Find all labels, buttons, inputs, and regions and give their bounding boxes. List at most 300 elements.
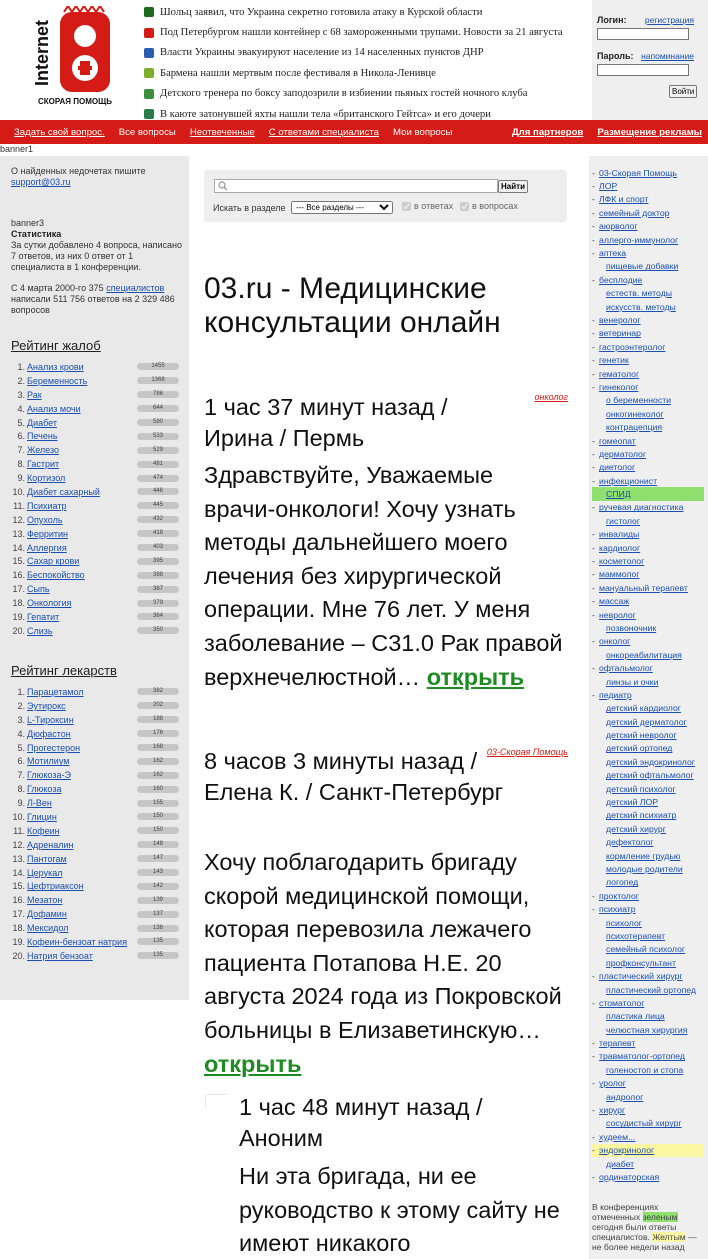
rating-count-badge: 160 bbox=[137, 786, 179, 793]
conference-item bbox=[592, 220, 704, 233]
conference-link[interactable]: гастроэнтеролог bbox=[599, 341, 666, 352]
rating-link[interactable]: Печень bbox=[27, 431, 58, 442]
list-dash: - bbox=[592, 529, 595, 540]
conference-link[interactable]: гинеколог bbox=[599, 381, 639, 392]
list-dash: - bbox=[592, 475, 595, 486]
rating-link[interactable]: Анализ крови bbox=[27, 361, 84, 372]
conference-link[interactable]: психолог bbox=[606, 917, 642, 928]
conference-link[interactable]: невролог bbox=[599, 609, 636, 620]
rating-rank: 4. bbox=[17, 403, 25, 414]
conference-link[interactable]: хирург bbox=[599, 1105, 626, 1116]
conference-link[interactable]: онкогинеколог bbox=[606, 408, 664, 419]
conference-link[interactable]: детский кардиолог bbox=[606, 703, 681, 714]
news-source-icon bbox=[144, 68, 154, 78]
conference-link[interactable]: бесплодие bbox=[599, 274, 643, 285]
rating-rank: 18. bbox=[12, 598, 25, 609]
conference-link[interactable]: онкореабилитация bbox=[606, 649, 682, 660]
rating-row bbox=[11, 457, 179, 471]
rating-rank: 14. bbox=[12, 867, 25, 878]
rating-link[interactable]: Гастрит bbox=[27, 459, 60, 470]
rating-count-badge: 364 bbox=[137, 613, 179, 620]
rating-rank: 4. bbox=[17, 728, 25, 739]
conference-item bbox=[592, 809, 704, 822]
rating-count-badge: 188 bbox=[137, 716, 179, 723]
conference-item bbox=[592, 380, 704, 393]
conference-link[interactable]: пластика лица bbox=[606, 1011, 665, 1022]
nav-advertising[interactable]: Размещение рекламы bbox=[597, 126, 702, 138]
rating-link[interactable]: Онкология bbox=[27, 598, 72, 609]
conference-item bbox=[592, 728, 704, 741]
rating-row bbox=[11, 527, 179, 541]
conference-link[interactable]: детский хирург bbox=[606, 823, 666, 834]
conference-item bbox=[592, 1090, 704, 1103]
rating-count-badge: 379 bbox=[137, 600, 179, 607]
conference-item bbox=[592, 608, 704, 621]
login-input[interactable] bbox=[597, 28, 689, 40]
list-dash: - bbox=[592, 1105, 595, 1116]
q2-category-link[interactable]: 03-Скорая Помощь bbox=[486, 747, 568, 757]
list-dash: - bbox=[592, 1078, 595, 1089]
rating-rank: 12. bbox=[12, 839, 25, 850]
conference-item bbox=[592, 595, 704, 608]
list-dash: - bbox=[592, 1051, 595, 1062]
rating-link[interactable]: Слизь bbox=[27, 625, 53, 636]
rating-rank: 11. bbox=[13, 500, 25, 511]
news-item[interactable] bbox=[144, 84, 584, 104]
conference-link[interactable]: пищевые добавки bbox=[606, 261, 679, 272]
main-nav bbox=[0, 120, 708, 144]
rating-row bbox=[11, 513, 179, 527]
q1-category-link[interactable]: онколог bbox=[534, 392, 568, 402]
rating-rank: 16. bbox=[12, 895, 25, 906]
stats-since-post: написали 511 756 ответов на 2 329 486 вопросов bbox=[11, 294, 175, 315]
nav-all-questions[interactable]: Все вопросы bbox=[118, 126, 176, 138]
news-item[interactable] bbox=[144, 22, 584, 42]
news-headline[interactable]: Шольц заявил, что Украина секретно готовила атаку в Курской области bbox=[160, 6, 483, 18]
list-dash: - bbox=[592, 569, 595, 580]
q1-text-body: Здравствуйте, Уважаемые врачи-онкологи! Хочу узнать методы дальнейшего моего лечения без хирургической операции. Мне 76 лет. У меня заболевание – С31.0 Рак правой верхнечелюстной… bbox=[204, 462, 563, 690]
rating-link[interactable]: L-Тироксин bbox=[27, 714, 74, 725]
nav-ask-question[interactable]: Задать свой вопрос. bbox=[14, 126, 105, 138]
conference-link[interactable]: линзы и очки bbox=[606, 676, 659, 687]
news-headline[interactable]: В каюте затонувшей яхты нашли тела «британского Гейтса» и его дочери bbox=[160, 108, 491, 120]
rating-link[interactable]: Психиатр bbox=[27, 500, 67, 511]
conference-link[interactable]: детский невролог bbox=[606, 730, 677, 741]
rating-link[interactable]: Церукал bbox=[27, 867, 63, 878]
site-logo[interactable] bbox=[34, 6, 114, 110]
q2-text bbox=[204, 846, 570, 1081]
conference-link[interactable]: детский офтальмолог bbox=[606, 770, 694, 781]
list-dash: - bbox=[592, 502, 595, 513]
rating-link[interactable]: Сыпь bbox=[27, 584, 50, 595]
rating-link[interactable]: Парацетамол bbox=[27, 686, 84, 697]
conference-item bbox=[592, 1103, 704, 1116]
conference-link[interactable]: челюстная хирургия bbox=[606, 1024, 688, 1035]
rating-link[interactable]: Аллергия bbox=[27, 542, 67, 553]
rating-link[interactable]: Кофеин-бензоат натрия bbox=[27, 936, 127, 947]
conference-item bbox=[592, 407, 704, 420]
conference-item bbox=[592, 862, 704, 875]
list-dash: - bbox=[592, 997, 595, 1008]
conference-link[interactable]: аптека bbox=[599, 248, 627, 259]
conference-link[interactable]: офтальмолог bbox=[599, 663, 653, 674]
rating-row bbox=[11, 852, 179, 866]
list-dash: - bbox=[592, 1131, 595, 1142]
rating-count-badge: 533 bbox=[137, 433, 179, 440]
rating-link[interactable]: Опухоль bbox=[27, 514, 63, 525]
rating-rank: 9. bbox=[17, 798, 25, 809]
conference-item bbox=[592, 447, 704, 460]
rating-rank: 7. bbox=[17, 445, 25, 456]
specialists-link[interactable]: специалистов bbox=[106, 283, 165, 293]
conference-link[interactable]: уролог bbox=[599, 1078, 626, 1089]
rating-row bbox=[11, 838, 179, 852]
rating-link[interactable]: Мезатон bbox=[27, 895, 63, 906]
rating-rank: 16. bbox=[12, 570, 25, 581]
conference-item bbox=[592, 367, 704, 380]
rating-count-badge: 474 bbox=[137, 475, 179, 482]
rating-count-badge: 382 bbox=[137, 688, 179, 695]
left-sidebar bbox=[0, 156, 189, 1000]
conference-item bbox=[592, 661, 704, 674]
conference-item bbox=[592, 996, 704, 1009]
conference-item bbox=[592, 340, 704, 353]
rating-rank: 13. bbox=[12, 528, 25, 539]
remind-password-link[interactable]: напоминание bbox=[641, 51, 694, 61]
q1-open-link[interactable]: открыть bbox=[426, 663, 525, 690]
conference-item bbox=[592, 1130, 704, 1143]
news-headline[interactable]: Детского тренера по боксу заподозрили в избиении пьяных гостей ночного клуба bbox=[160, 88, 528, 100]
list-dash: - bbox=[592, 355, 595, 366]
rating-link[interactable]: Глюкоза bbox=[27, 784, 62, 795]
logo-icon bbox=[34, 6, 114, 110]
news-headline[interactable]: Под Петербургом нашли контейнер с 68 замороженными трупами. Новости за 21 августа bbox=[160, 27, 563, 39]
conference-item bbox=[592, 1023, 704, 1036]
conference-item bbox=[592, 1036, 704, 1049]
rating-count-badge: 143 bbox=[137, 869, 179, 876]
conference-link[interactable]: стоматолог bbox=[599, 997, 645, 1008]
conference-link[interactable]: о беременности bbox=[606, 395, 672, 406]
conference-item bbox=[592, 902, 704, 915]
nav-for-partners[interactable]: Для партнеров bbox=[511, 126, 584, 138]
rating-link[interactable]: Прогестерон bbox=[27, 742, 81, 753]
rating-link[interactable]: Железо bbox=[27, 445, 59, 456]
rating-row bbox=[11, 499, 179, 513]
q2-open-link[interactable]: открыть bbox=[204, 1050, 302, 1077]
conference-item bbox=[592, 782, 704, 795]
rating-rank: 15. bbox=[12, 556, 25, 567]
rating-row bbox=[11, 741, 179, 755]
q2-header: 8 часов 3 минуты назад / Елена К. / Санкт-Петербург bbox=[204, 748, 504, 805]
rating-link[interactable]: Сахар крови bbox=[27, 556, 80, 567]
conference-link[interactable]: мануальный терапевт bbox=[599, 582, 688, 593]
news-item[interactable] bbox=[144, 43, 584, 63]
conference-link[interactable]: молодые родители bbox=[606, 864, 683, 874]
rating-link[interactable]: Гепатит bbox=[27, 611, 60, 622]
conference-link[interactable]: детский ЛОР bbox=[606, 797, 659, 808]
conference-link[interactable]: худеем... bbox=[599, 1131, 636, 1142]
list-dash: - bbox=[592, 341, 595, 352]
conference-item bbox=[592, 166, 704, 179]
conference-item bbox=[592, 461, 704, 474]
rating-rank: 3. bbox=[17, 714, 25, 725]
conference-item bbox=[592, 246, 704, 259]
conference-link[interactable]: гематолог bbox=[599, 368, 640, 379]
rating-rank: 2. bbox=[17, 700, 25, 711]
conference-item bbox=[592, 648, 704, 661]
conference-link[interactable]: кардиолог bbox=[599, 542, 641, 553]
right-sidebar bbox=[589, 156, 708, 1259]
rating-link[interactable]: Адреналин bbox=[27, 839, 74, 850]
password-input[interactable] bbox=[597, 64, 689, 76]
conference-link[interactable]: диетолог bbox=[599, 462, 636, 473]
login-button[interactable]: Войти bbox=[669, 85, 697, 98]
search-input[interactable] bbox=[214, 179, 498, 193]
conference-link[interactable]: кормление грудью bbox=[606, 850, 681, 861]
rating-count-badge: 387 bbox=[137, 586, 179, 593]
rating-link[interactable]: Л-Вен bbox=[27, 798, 52, 809]
conference-link[interactable]: проктолог bbox=[599, 890, 639, 901]
conference-link[interactable]: венеролог bbox=[599, 314, 641, 325]
rating-row bbox=[11, 699, 179, 713]
conference-link[interactable]: детский психиатр bbox=[606, 810, 677, 821]
search-button[interactable]: Найти bbox=[498, 180, 528, 193]
conference-link[interactable]: терапевт bbox=[599, 1038, 636, 1049]
list-dash: - bbox=[592, 167, 595, 178]
in-answers-checkbox[interactable] bbox=[402, 201, 453, 211]
conference-link[interactable]: массаж bbox=[599, 596, 630, 607]
rating-row bbox=[11, 782, 179, 796]
rating-row bbox=[11, 727, 179, 741]
conference-item bbox=[592, 769, 704, 782]
rating-link[interactable]: Глицин bbox=[27, 811, 57, 822]
rating-row bbox=[11, 443, 179, 457]
conference-item bbox=[592, 916, 704, 929]
news-item[interactable] bbox=[144, 2, 584, 22]
conference-item bbox=[592, 581, 704, 594]
rating-row bbox=[11, 596, 179, 610]
conference-item bbox=[592, 675, 704, 688]
conference-link[interactable]: детский ортопед bbox=[606, 743, 673, 754]
conference-link[interactable]: диабет bbox=[606, 1158, 635, 1169]
conference-link[interactable]: позвоночник bbox=[606, 622, 657, 633]
conference-item bbox=[592, 514, 704, 527]
conference-link[interactable]: ручевая диагностика bbox=[599, 502, 684, 513]
stats-text: За сутки добавлено 4 вопроса, написано 7 ответов, из них 0 ответ от 1 специалиста в 1 конференции. bbox=[11, 240, 182, 272]
reply-indent-marker bbox=[205, 1094, 227, 1108]
rating-count-badge: 135 bbox=[137, 938, 179, 945]
conference-link[interactable]: ЛОР bbox=[599, 181, 618, 192]
conference-item bbox=[592, 193, 704, 206]
conference-link[interactable]: дефектолог bbox=[606, 837, 654, 848]
rating-link[interactable]: Диабет сахарный bbox=[27, 486, 100, 497]
nav-answered-by-specialist[interactable]: С ответами специалиста bbox=[268, 126, 380, 138]
conference-link[interactable]: гистолог bbox=[606, 515, 641, 526]
conference-link[interactable]: эндокринолог bbox=[599, 1145, 655, 1156]
rating-row bbox=[11, 810, 179, 824]
conference-link[interactable]: ординаторская bbox=[599, 1171, 660, 1182]
list-dash: - bbox=[592, 1145, 595, 1156]
conference-link[interactable]: аюрволог bbox=[599, 221, 638, 232]
conference-link[interactable]: контрацепция bbox=[606, 422, 663, 433]
list-dash: - bbox=[592, 904, 595, 915]
rating-row bbox=[11, 416, 179, 430]
nav-unanswered[interactable]: Неотвеченные bbox=[189, 126, 255, 138]
conference-link[interactable]: психотерапевт bbox=[606, 930, 666, 941]
in-questions-label: в вопросах bbox=[472, 201, 518, 211]
in-questions-checkbox[interactable] bbox=[460, 201, 518, 211]
conference-item bbox=[592, 849, 704, 862]
conference-item bbox=[592, 568, 704, 581]
rating-link[interactable]: Беременность bbox=[27, 375, 88, 386]
search-section-select[interactable] bbox=[291, 201, 393, 214]
rating-count-badge: 350 bbox=[137, 627, 179, 634]
list-dash: - bbox=[592, 381, 595, 392]
list-dash: - bbox=[592, 248, 595, 259]
conference-link[interactable]: детский психолог bbox=[606, 783, 676, 794]
drugs-rating-title[interactable]: Рейтинг лекарств bbox=[11, 663, 117, 678]
conference-item bbox=[592, 1010, 704, 1023]
conference-link[interactable]: детский эндокринолог bbox=[606, 756, 695, 767]
news-item[interactable] bbox=[144, 63, 584, 83]
conference-link[interactable]: психиатр bbox=[599, 904, 636, 915]
conference-link[interactable]: голеностоп и стопа bbox=[606, 1064, 684, 1075]
list-dash: - bbox=[592, 542, 595, 553]
conference-link[interactable]: генетик bbox=[599, 355, 629, 366]
conference-link[interactable]: сосудистый хирург bbox=[606, 1118, 682, 1129]
conference-link[interactable]: детский дерматолог bbox=[606, 716, 687, 727]
rating-rank: 5. bbox=[17, 742, 25, 753]
rating-link[interactable]: Пантогам bbox=[27, 853, 67, 864]
in-answers-check[interactable] bbox=[402, 202, 411, 211]
register-link[interactable]: регистрация bbox=[644, 15, 694, 25]
legend-post: — не более недели назад bbox=[592, 1232, 697, 1252]
rating-link[interactable]: Диабет bbox=[27, 417, 58, 428]
rating-count-badge: 786 bbox=[137, 391, 179, 398]
list-dash: - bbox=[592, 1171, 595, 1182]
conference-item bbox=[592, 260, 704, 273]
rating-link[interactable]: Беспокойство bbox=[27, 570, 85, 581]
conference-link[interactable]: пластический ортопед bbox=[606, 984, 697, 995]
rating-count-badge: 202 bbox=[137, 702, 179, 709]
conference-item bbox=[592, 327, 704, 340]
rating-count-badge: 162 bbox=[137, 772, 179, 779]
list-dash: - bbox=[592, 328, 595, 339]
rating-link[interactable]: Глюкоза-Э bbox=[27, 770, 71, 781]
conference-link[interactable]: пластический хирург bbox=[599, 971, 683, 982]
list-dash: - bbox=[592, 689, 595, 700]
rating-link[interactable]: Ферритин bbox=[27, 528, 69, 539]
rating-link[interactable]: Мексидол bbox=[27, 923, 69, 934]
rating-count-badge: 644 bbox=[137, 405, 179, 412]
rating-rank: 10. bbox=[12, 811, 25, 822]
nav-my-questions[interactable]: Мои вопросы bbox=[393, 126, 453, 138]
conference-link[interactable]: косметолог bbox=[599, 556, 645, 567]
rating-count-badge: 155 bbox=[137, 800, 179, 807]
conference-item bbox=[592, 755, 704, 768]
conference-link[interactable]: естеств. методы bbox=[606, 288, 673, 299]
support-email-link[interactable]: support@03.ru bbox=[11, 177, 71, 187]
complaints-rating-title[interactable]: Рейтинг жалоб bbox=[11, 338, 101, 353]
rating-link[interactable]: Кофеин bbox=[27, 825, 60, 836]
conference-link[interactable]: аллерго-иммунолог bbox=[599, 234, 679, 245]
list-dash: - bbox=[592, 314, 595, 325]
rating-link[interactable]: Дюфастон bbox=[27, 728, 71, 739]
rating-link[interactable]: Эутирокс bbox=[27, 700, 66, 711]
rating-count-badge: 137 bbox=[137, 911, 179, 918]
conference-link[interactable]: андролог bbox=[606, 1091, 644, 1102]
news-list bbox=[144, 2, 584, 124]
conference-item bbox=[592, 836, 704, 849]
conference-link[interactable]: инвалиды bbox=[599, 529, 640, 540]
rating-rank: 15. bbox=[12, 881, 25, 892]
rating-link[interactable]: Цефтриаксон bbox=[27, 881, 84, 892]
q3-text: Ни эта бригада, ни ее руководство к этому сайту не имеют никакого bbox=[239, 1163, 560, 1257]
rating-link[interactable]: Рак bbox=[27, 389, 42, 400]
rating-rank: 18. bbox=[12, 923, 25, 934]
rating-count-badge: 135 bbox=[137, 952, 179, 959]
conference-item bbox=[592, 541, 704, 554]
rating-rank: 19. bbox=[12, 936, 25, 947]
rating-rank: 20. bbox=[12, 625, 25, 636]
conference-link[interactable]: логопед bbox=[606, 877, 639, 888]
rating-row bbox=[11, 949, 179, 963]
rating-rank: 6. bbox=[17, 431, 25, 442]
conference-link[interactable]: профконсультант bbox=[606, 957, 676, 968]
rating-count-badge: 162 bbox=[137, 758, 179, 765]
conference-link[interactable]: инфекционист bbox=[599, 475, 658, 486]
search-box bbox=[204, 170, 567, 222]
rating-link[interactable]: Кортизол bbox=[27, 473, 66, 484]
rating-count-badge: 529 bbox=[137, 447, 179, 454]
rating-link[interactable]: Анализ мочи bbox=[27, 403, 81, 414]
conference-item bbox=[592, 795, 704, 808]
in-questions-check[interactable] bbox=[460, 202, 469, 211]
conference-link[interactable]: семейный психолог bbox=[606, 944, 686, 955]
rating-link[interactable]: Дофамин bbox=[27, 909, 67, 920]
conference-item bbox=[592, 983, 704, 996]
conference-link[interactable]: травматолог-ортопед bbox=[599, 1051, 685, 1062]
conference-link[interactable]: дерматолог bbox=[599, 448, 647, 459]
conference-link[interactable]: семейный доктор bbox=[599, 207, 670, 218]
conference-link[interactable]: онколог bbox=[599, 636, 631, 647]
news-headline[interactable]: Власти Украины эвакуируют население из 14 населенных пунктов ДНР bbox=[160, 47, 484, 59]
rating-count-badge: 590 bbox=[137, 419, 179, 426]
conference-link[interactable]: 03-Скорая Помощь bbox=[599, 167, 677, 178]
conference-link[interactable]: педиатр bbox=[599, 689, 632, 700]
rating-rank: 3. bbox=[17, 389, 25, 400]
list-dash: - bbox=[592, 207, 595, 218]
rating-count-badge: 148 bbox=[137, 841, 179, 848]
conference-link[interactable]: ветеринар bbox=[599, 328, 641, 339]
conference-link[interactable]: искусств. методы bbox=[606, 301, 676, 312]
rating-row bbox=[11, 935, 179, 949]
conference-link[interactable]: СПИД bbox=[606, 489, 631, 500]
conference-link[interactable]: ЛФК и спорт bbox=[599, 194, 649, 205]
conference-item bbox=[592, 1077, 704, 1090]
rating-rank: 7. bbox=[17, 770, 25, 781]
conference-link[interactable]: маммолог bbox=[599, 569, 640, 580]
rating-link[interactable]: Мотилиум bbox=[27, 756, 70, 767]
rating-row bbox=[11, 360, 179, 374]
conference-link[interactable]: гомеопат bbox=[599, 435, 636, 446]
conference-item bbox=[592, 822, 704, 835]
rating-link[interactable]: Натрия бензоат bbox=[27, 950, 93, 961]
news-headline[interactable]: Бармена нашли мертвым после фестиваля в Никола-Ленивце bbox=[160, 67, 436, 79]
conference-item bbox=[592, 715, 704, 728]
in-answers-label: в ответах bbox=[414, 201, 454, 211]
list-dash: - bbox=[592, 609, 595, 620]
